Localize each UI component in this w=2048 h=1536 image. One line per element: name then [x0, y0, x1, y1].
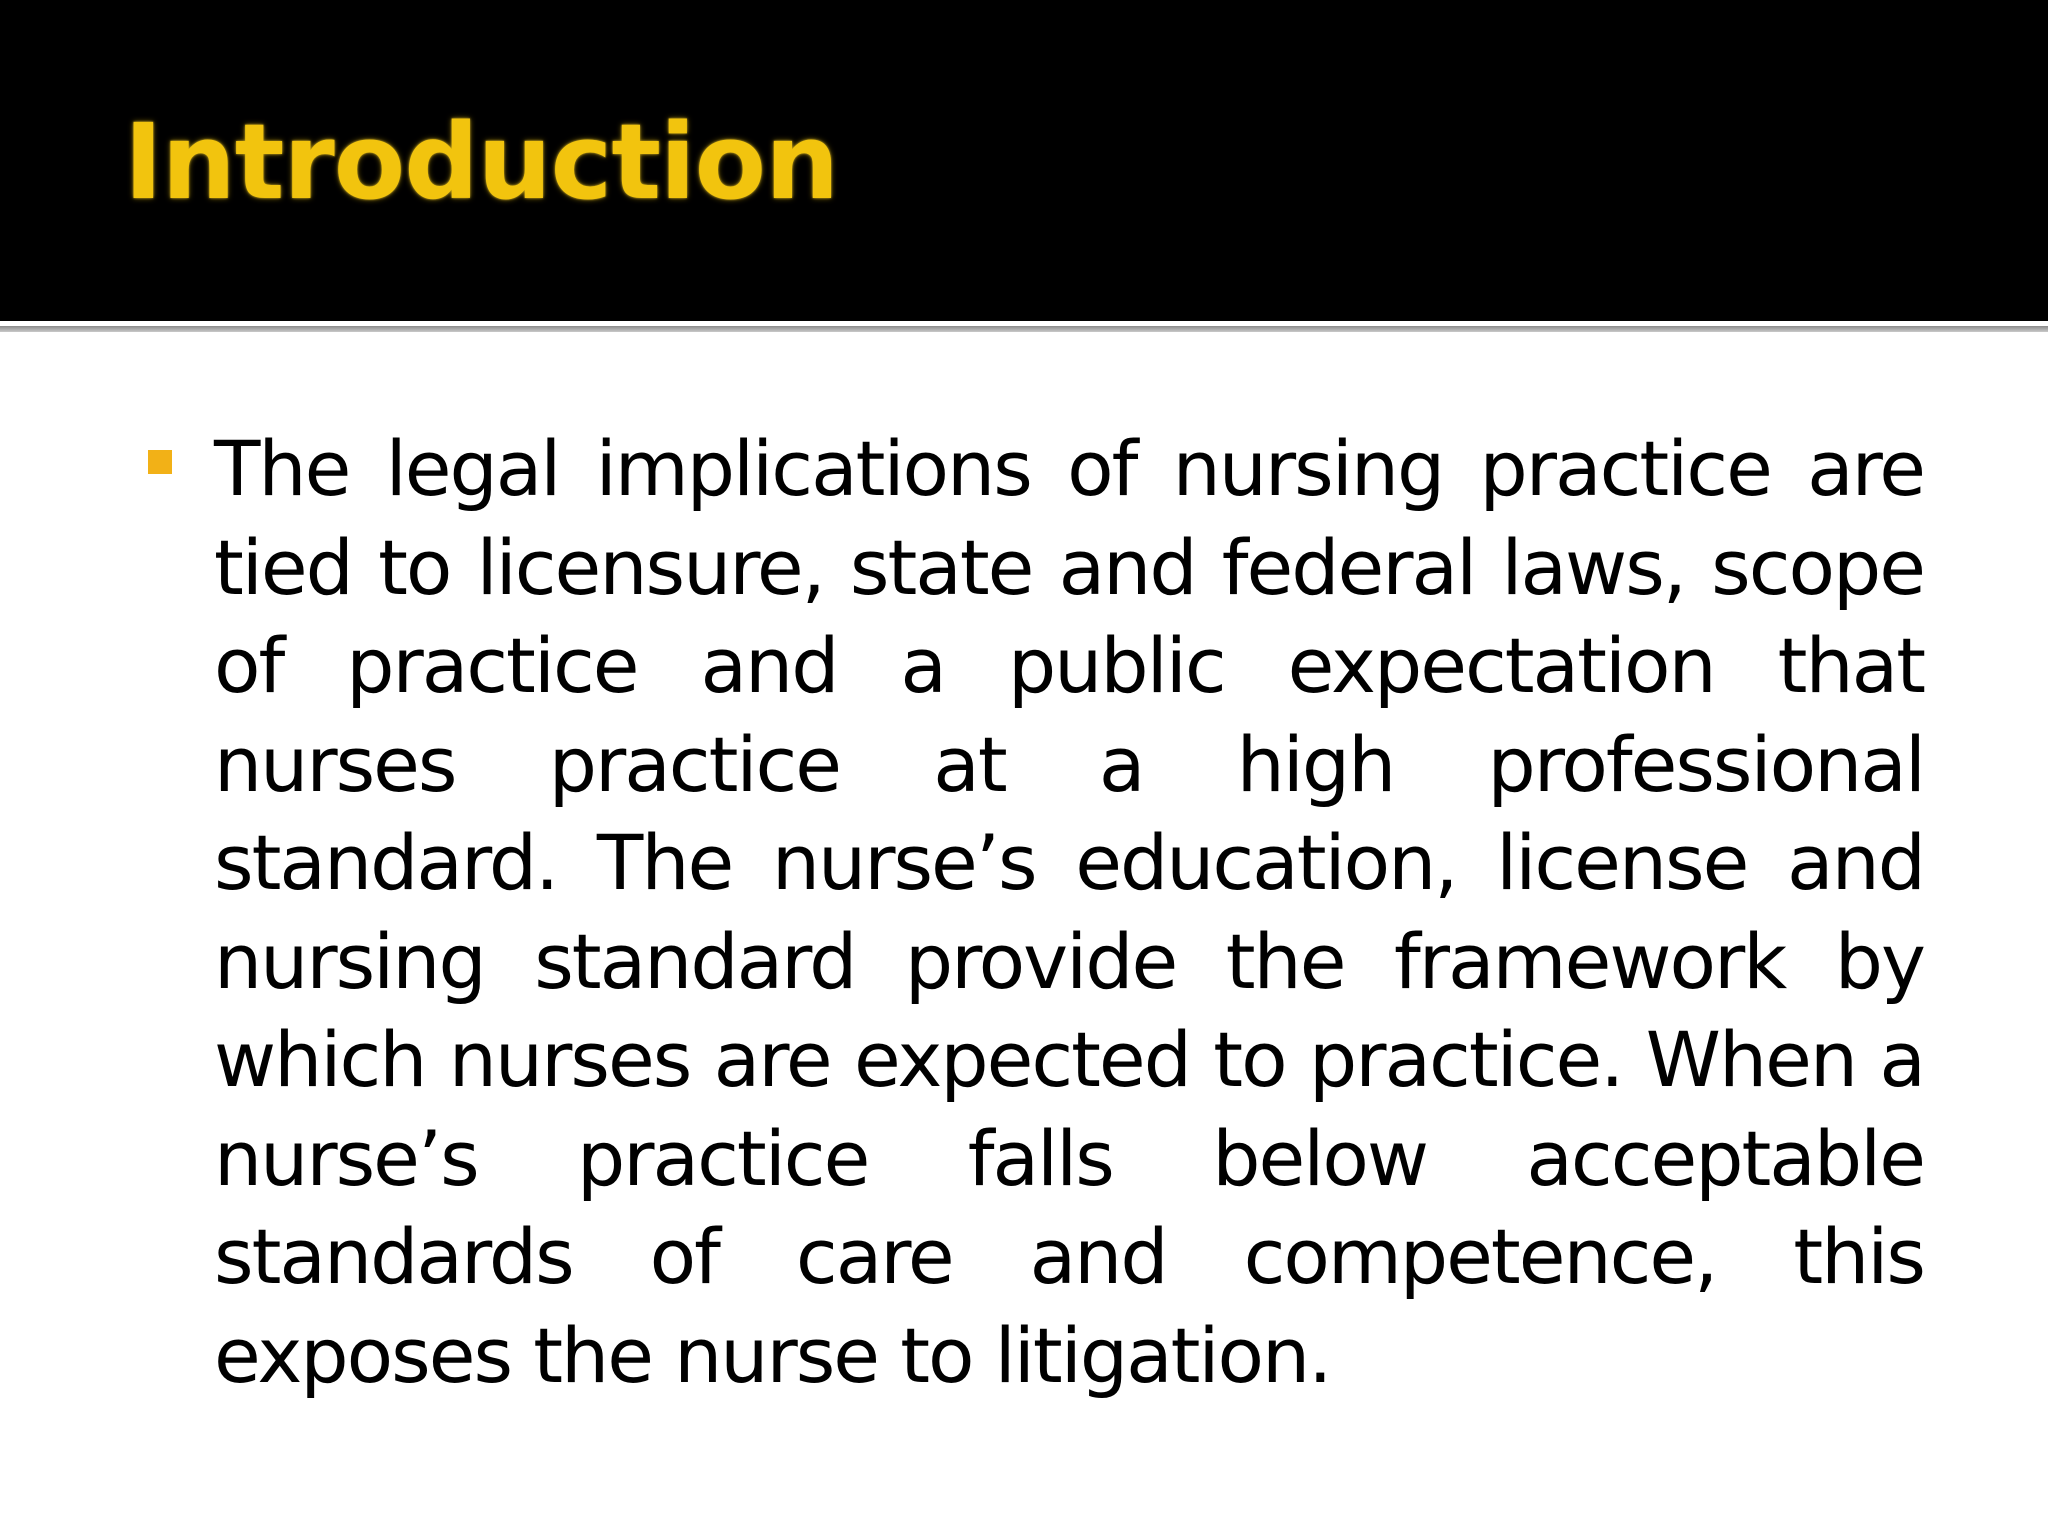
bullet-text: The legal implications of nursing practice are tied to licensure, state and federal laws, scope of practice and a public expectation that nurses practice at a high professional standard. The nurse’s education, license and nursing standard provide the framework by which nurses are expected to practice. When a nurse’s practice falls below acceptable standards of care and competence, this exposes the nurse to litigation. [214, 424, 1924, 1400]
bullet-item [148, 420, 1928, 1405]
square-bullet-icon [148, 450, 172, 474]
slide-title: Introduction [124, 101, 839, 223]
slide-header [0, 0, 2048, 321]
slide-body [148, 420, 1928, 1405]
header-divider-shadow [0, 326, 2048, 332]
